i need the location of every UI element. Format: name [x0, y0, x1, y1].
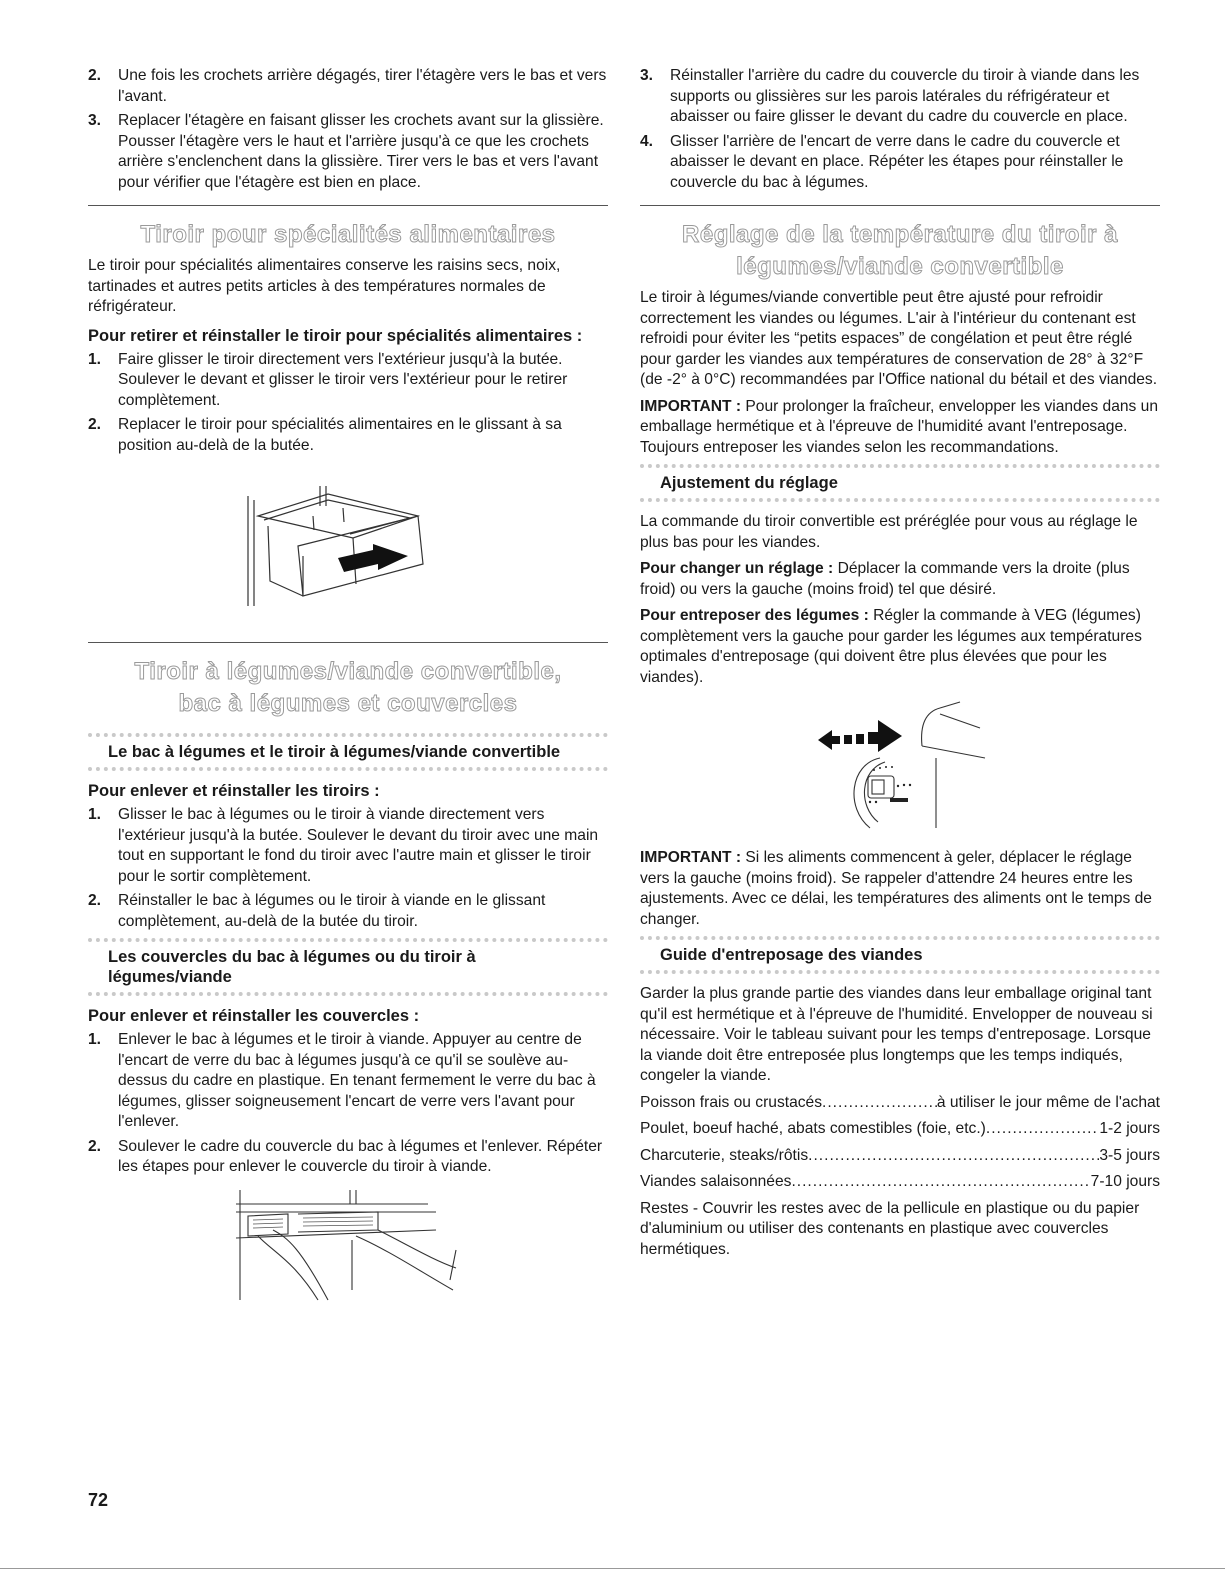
step-number: 4.	[640, 132, 654, 150]
subsection-box-meat-guide: Guide d'entreposage des viandes	[640, 936, 1160, 974]
specialty-subhead: Pour retirer et réinstaller le tiroir pour spécialités alimentaires :	[88, 326, 583, 345]
row-label: Viandes salaisonnées	[640, 1173, 792, 1190]
remove-covers-heading: Pour enlever et réinstaller les couvercles :	[88, 1007, 420, 1025]
row-label: Charcuterie, steaks/rôtis	[640, 1146, 809, 1164]
step-text: Soulever le cadre du couvercle du bac à légumes et l'enlever. Répéter les étapes pour enlever le couvercle du tiroir à viande.	[118, 1137, 603, 1175]
important-label: IMPORTANT :	[640, 849, 742, 866]
list-item	[88, 1137, 608, 1178]
drawer-illustration-svg	[88, 486, 608, 634]
table-row	[640, 1146, 1160, 1167]
step-text: Réinstaller l'arrière du cadre du couvercle du tiroir à viande dans les supports ou glissières sur les parois latérales du réfrigérateur et abaisser ou faire glisser le devant du cadre du couvercle en place.	[670, 67, 1140, 125]
section-title-temperature-line1: Réglage de la température du tiroir à	[682, 221, 1118, 248]
important-text: Pour prolonger la fraîcheur, envelopper les viandes dans un emballage hermétique et à l'épreuve de l'humidité avant l'entreposage. Toujours entreposer les viandes selon les recommandations.	[640, 397, 1159, 456]
step-text: Réinstaller le bac à légumes ou le tiroir à viande en le glissant complètement, au-delà de la butée du tiroir.	[118, 892, 546, 930]
adjust-text: La commande du tiroir convertible est préréglée pour vous au réglage le plus bas pour les viandes.	[640, 513, 1138, 551]
list-item	[640, 132, 1160, 194]
important-text: Si les aliments commencent à geler, déplacer le réglage vers la gauche (moins froid). Se rappeler d'attendre 24 heures entre les ajustements. Avec ce délai, les températures des aliments ont le temps de changer.	[640, 849, 1152, 928]
veg-label: Pour entreposer des légumes :	[640, 607, 869, 624]
leader-dots	[791, 1172, 1090, 1193]
leftovers-text: Restes - Couvrir les restes avec de la pellicule en plastique ou du papier d'aluminium ou utiliser des contenants en plastique avec couvercles hermétiques.	[640, 1199, 1140, 1258]
table-row	[640, 1093, 1160, 1114]
step-number: 2.	[88, 892, 102, 909]
section-divider	[88, 205, 608, 206]
remove-drawers-heading: Pour enlever et réinstaller les tiroirs :	[88, 782, 380, 800]
page-number: 72	[88, 1490, 109, 1510]
row-value: 1-2 jours	[1099, 1120, 1160, 1137]
subsection-box-crisper-and-drawer: Le bac à légumes et le tiroir à légumes/viande convertible	[88, 733, 608, 771]
control-slider-illustration	[640, 698, 1160, 848]
section-title-temperature-line2: légumes/viande convertible	[736, 253, 1064, 280]
change-setting-paragraph	[640, 559, 1160, 600]
step-text: Glisser l'arrière de l'encart de verre dans le cadre du couvercle et abaisser le devant en place. Répéter les étapes pour réinstaller le couvercle du bac à légumes.	[670, 132, 1124, 191]
change-label: Pour changer un réglage :	[640, 560, 834, 577]
step-number: 3.	[640, 67, 654, 84]
step-text: Replacer le tiroir pour spécialités alimentaires en le glissant à sa position au-delà de la butée.	[118, 416, 562, 454]
cover-removal-illustration	[88, 1190, 608, 1310]
step-number: 2.	[88, 416, 102, 433]
bottom-divider	[0, 1568, 1225, 1569]
left-column	[88, 66, 608, 1310]
list-item	[88, 350, 608, 412]
list-item	[88, 66, 608, 107]
step-text: Replacer l'étagère en faisant glisser les crochets avant sur la glissière. Pousser l'étagère vers le haut et l'arrière jusqu'à ce que les crochets arrière s'enclenchent dans la glissière. Tirer vers le bas et vers l'avant pour vérifier que l'étagère est bien en place.	[118, 112, 604, 191]
list-item	[640, 66, 1160, 128]
important-note-1	[640, 397, 1160, 459]
temperature-intro: Le tiroir à légumes/viande convertible peut être ajusté pour refroidir correctement les viandes ou légumes. L'air à l'intérieur du contenant est refroidi pour éviter les “petits espaces” de congélation et peut être réglé pour garder les viandes aux températures de conservation de 28° à 32°F (de -2° à 0°C) recommandées par l'Office national du bétail et des viandes.	[640, 289, 1158, 388]
list-item	[88, 1030, 608, 1133]
leader-dots	[822, 1093, 937, 1114]
section-title-specialty-drawer: Tiroir pour spécialités alimentaires	[140, 221, 556, 248]
specialty-drawer-illustration	[88, 486, 608, 634]
list-item	[88, 111, 608, 193]
step-number: 2.	[88, 1137, 102, 1155]
table-row	[640, 1172, 1160, 1193]
step-text: Faire glisser le tiroir directement vers l'extérieur jusqu'à la butée. Soulever le devant et glisser le tiroir vers l'extérieur pour le retirer complètement.	[118, 350, 568, 409]
vegetables-paragraph	[640, 606, 1160, 688]
specialty-steps	[88, 350, 608, 457]
row-value: à utiliser le jour même de l'achat	[936, 1093, 1160, 1111]
section-title-convertible-drawer-line2: bac à légumes et couvercles	[178, 690, 518, 717]
change-text: Déplacer la commande vers la droite (plus froid) ou vers la gauche (moins froid) tel que désiré.	[640, 560, 1130, 598]
step-number: 3.	[88, 112, 102, 129]
step-text: Glisser le bac à légumes ou le tiroir à viande directement vers l'extérieur jusqu'à la butée. Soulever le devant du tiroir avec une main tout en supportant le fond du tiroir avec l'autre main et glisser le tiroir pour le sortir complètement.	[118, 806, 599, 885]
table-row	[640, 1119, 1160, 1140]
row-value: 7-10 jours	[1090, 1173, 1160, 1190]
remove-covers-steps	[88, 1030, 608, 1178]
remove-drawers-steps	[88, 805, 608, 932]
step-text: Enlever le bac à légumes et le tiroir à viande. Appuyer au centre de l'encart de verre du bac à légumes jusqu'à ce qu'il se soulève au-dessus du cadre en plastique. En tenant fermement le verre du bac à légumes, glisser soigneusement l'encart de verre vers l'avant pour l'enlever.	[118, 1031, 596, 1130]
row-value: 3-5 jours	[1099, 1146, 1160, 1164]
specialty-intro: Le tiroir pour spécialités alimentaires conserve les raisins secs, noix, tartinades et autres petits articles à des températures normales de réfrigérateur.	[88, 257, 561, 315]
row-label: Poisson frais ou crustacés	[640, 1093, 823, 1111]
list-item	[88, 805, 608, 887]
step-text: Une fois les crochets arrière dégagés, tirer l'étagère vers le bas et vers l'avant.	[118, 67, 607, 105]
subsection-box-adjustment: Ajustement du réglage	[640, 464, 1160, 502]
subsection-box-covers: Les couvercles du bac à légumes ou du tiroir à légumes/viande	[88, 938, 608, 996]
right-column	[640, 66, 1160, 1266]
important-label: IMPORTANT :	[640, 397, 742, 415]
steps-top-left	[88, 66, 608, 193]
storage-table	[640, 1093, 1160, 1193]
double-arrow-icon	[818, 720, 902, 752]
step-number: 1.	[88, 1031, 102, 1048]
step-number: 1.	[88, 350, 102, 368]
steps-top-right	[640, 66, 1160, 193]
section-title-convertible-drawer-line1: Tiroir à légumes/viande convertible,	[134, 658, 562, 685]
important-note-2	[640, 848, 1160, 930]
control-illustration-svg	[640, 698, 1160, 848]
veg-text: Régler la commande à VEG (légumes) complètement vers la gauche pour garder les légumes aux températures optimales d'entreposage (qui doivent être plus élevées que pour les viandes).	[640, 607, 1142, 686]
row-label: Poulet, boeuf haché, abats comestibles (foie, etc.)	[640, 1120, 986, 1137]
leader-dots	[808, 1146, 1099, 1167]
guide-intro: Garder la plus grande partie des viandes dans leur emballage original tant qu'il est hermétique et à l'épreuve de l'humidité. Envelopper de nouveau si nécessaire. Voir le tableau suivant pour les temps d'entreposage. Lorsque la viande doit être entreposée plus longtemps que les temps indiqués, congeler la viande.	[640, 985, 1153, 1084]
section-divider	[88, 642, 608, 643]
step-number: 1.	[88, 806, 102, 823]
list-item	[88, 415, 608, 456]
cover-illustration-svg	[88, 1190, 608, 1310]
section-divider	[640, 205, 1160, 206]
list-item	[88, 891, 608, 932]
step-number: 2.	[88, 67, 102, 84]
leader-dots	[986, 1119, 1099, 1140]
